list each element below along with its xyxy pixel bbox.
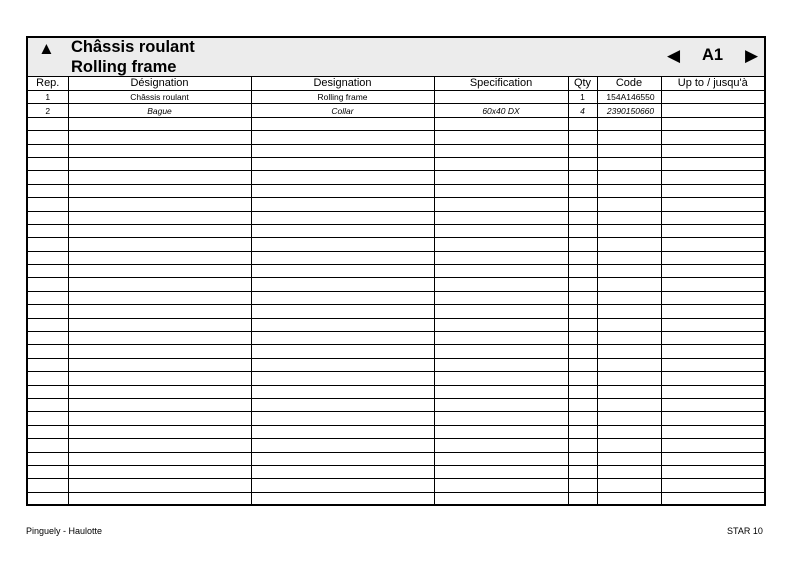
- cell-code: 2390150660: [597, 104, 661, 117]
- empty-cell: [251, 224, 434, 237]
- cell-up-to: [661, 104, 764, 117]
- empty-cell: [568, 452, 597, 465]
- empty-cell: [68, 425, 251, 438]
- empty-cell: [568, 291, 597, 304]
- empty-cell: [597, 131, 661, 144]
- empty-cell: [251, 398, 434, 411]
- empty-cell: [68, 345, 251, 358]
- empty-cell: [597, 305, 661, 318]
- empty-cell: [28, 479, 68, 492]
- empty-table-row: [28, 412, 764, 425]
- empty-cell: [661, 291, 764, 304]
- empty-cell: [251, 211, 434, 224]
- cell-qty: 1: [568, 91, 597, 104]
- table-header-row: [28, 77, 764, 91]
- empty-cell: [251, 439, 434, 452]
- empty-cell: [68, 318, 251, 331]
- empty-cell: [28, 211, 68, 224]
- previous-page-icon[interactable]: ◀: [667, 46, 681, 65]
- empty-cell: [568, 211, 597, 224]
- table-row: [28, 91, 764, 104]
- empty-cell: [434, 211, 568, 224]
- empty-cell: [568, 305, 597, 318]
- empty-cell: [28, 171, 68, 184]
- empty-table-row: [28, 211, 764, 224]
- empty-cell: [68, 385, 251, 398]
- empty-cell: [251, 452, 434, 465]
- empty-table-row: [28, 184, 764, 197]
- empty-cell: [28, 291, 68, 304]
- empty-cell: [251, 144, 434, 157]
- empty-cell: [68, 305, 251, 318]
- empty-cell: [434, 398, 568, 411]
- empty-cell: [68, 452, 251, 465]
- empty-cell: [434, 479, 568, 492]
- empty-cell: [661, 265, 764, 278]
- empty-cell: [28, 224, 68, 237]
- empty-cell: [68, 224, 251, 237]
- cell-rep: 1: [28, 91, 68, 104]
- empty-cell: [434, 224, 568, 237]
- empty-cell: [251, 131, 434, 144]
- empty-cell: [661, 157, 764, 170]
- empty-cell: [28, 265, 68, 278]
- empty-cell: [597, 251, 661, 264]
- empty-cell: [28, 358, 68, 371]
- empty-cell: [28, 345, 68, 358]
- empty-cell: [434, 265, 568, 278]
- up-arrow-icon[interactable]: ▲: [38, 39, 55, 58]
- column-header-up-to: Up to / jusqu'à: [661, 77, 764, 91]
- empty-cell: [661, 144, 764, 157]
- empty-cell: [661, 452, 764, 465]
- empty-cell: [251, 358, 434, 371]
- empty-cell: [434, 439, 568, 452]
- cell-designation-en: Collar: [251, 104, 434, 117]
- footer-model: STAR 10: [727, 526, 763, 536]
- empty-table-row: [28, 305, 764, 318]
- empty-table-row: [28, 492, 764, 505]
- empty-cell: [251, 251, 434, 264]
- empty-cell: [68, 439, 251, 452]
- empty-table-row: [28, 345, 764, 358]
- empty-cell: [568, 131, 597, 144]
- page-code: A1: [702, 46, 724, 64]
- empty-cell: [251, 345, 434, 358]
- empty-cell: [68, 465, 251, 478]
- empty-cell: [251, 465, 434, 478]
- empty-cell: [661, 131, 764, 144]
- empty-table-row: [28, 278, 764, 291]
- empty-cell: [661, 251, 764, 264]
- empty-table-row: [28, 131, 764, 144]
- empty-cell: [68, 265, 251, 278]
- empty-cell: [597, 385, 661, 398]
- empty-cell: [661, 305, 764, 318]
- empty-cell: [597, 198, 661, 211]
- empty-cell: [28, 332, 68, 345]
- empty-cell: [568, 479, 597, 492]
- empty-cell: [597, 238, 661, 251]
- cell-qty: 4: [568, 104, 597, 117]
- empty-table-row: [28, 171, 764, 184]
- cell-up-to: [661, 91, 764, 104]
- empty-cell: [28, 278, 68, 291]
- empty-cell: [251, 278, 434, 291]
- empty-table-row: [28, 358, 764, 371]
- table-row: [28, 104, 764, 117]
- empty-cell: [661, 318, 764, 331]
- empty-cell: [68, 398, 251, 411]
- empty-cell: [434, 251, 568, 264]
- empty-cell: [434, 412, 568, 425]
- empty-cell: [434, 425, 568, 438]
- empty-cell: [251, 184, 434, 197]
- empty-cell: [434, 198, 568, 211]
- column-header-code: Code: [597, 77, 661, 91]
- empty-cell: [68, 278, 251, 291]
- column-header-qty: Qty: [568, 77, 597, 91]
- empty-cell: [251, 385, 434, 398]
- empty-cell: [597, 479, 661, 492]
- empty-cell: [661, 238, 764, 251]
- empty-cell: [434, 131, 568, 144]
- empty-cell: [597, 358, 661, 371]
- empty-cell: [251, 238, 434, 251]
- empty-cell: [661, 184, 764, 197]
- empty-cell: [597, 398, 661, 411]
- cell-designation-fr: Châssis roulant: [68, 91, 251, 104]
- empty-cell: [28, 492, 68, 505]
- empty-cell: [661, 332, 764, 345]
- empty-cell: [597, 144, 661, 157]
- empty-cell: [661, 358, 764, 371]
- empty-cell: [568, 345, 597, 358]
- empty-cell: [28, 251, 68, 264]
- empty-table-row: [28, 144, 764, 157]
- empty-cell: [28, 372, 68, 385]
- cell-code: 154A146550: [597, 91, 661, 104]
- empty-cell: [28, 157, 68, 170]
- empty-cell: [68, 372, 251, 385]
- empty-cell: [597, 224, 661, 237]
- column-header-designation-en: Designation: [251, 77, 434, 91]
- empty-cell: [68, 184, 251, 197]
- empty-cell: [597, 425, 661, 438]
- empty-cell: [597, 345, 661, 358]
- empty-table-row: [28, 398, 764, 411]
- empty-cell: [568, 278, 597, 291]
- empty-cell: [661, 198, 764, 211]
- empty-cell: [661, 224, 764, 237]
- empty-cell: [568, 398, 597, 411]
- empty-cell: [568, 385, 597, 398]
- empty-table-row: [28, 372, 764, 385]
- parts-table: [28, 77, 764, 506]
- empty-cell: [568, 439, 597, 452]
- empty-cell: [251, 372, 434, 385]
- empty-cell: [568, 265, 597, 278]
- empty-cell: [661, 278, 764, 291]
- empty-cell: [434, 117, 568, 130]
- empty-cell: [251, 198, 434, 211]
- empty-cell: [28, 131, 68, 144]
- empty-table-row: [28, 224, 764, 237]
- empty-cell: [28, 398, 68, 411]
- empty-cell: [434, 332, 568, 345]
- cell-specification: 60x40 DX: [434, 104, 568, 117]
- cell-rep: 2: [28, 104, 68, 117]
- column-header-rep: Rep.: [28, 77, 68, 91]
- empty-cell: [68, 171, 251, 184]
- empty-table-row: [28, 479, 764, 492]
- empty-cell: [661, 398, 764, 411]
- empty-cell: [251, 492, 434, 505]
- empty-cell: [251, 291, 434, 304]
- empty-table-row: [28, 291, 764, 304]
- empty-cell: [434, 385, 568, 398]
- empty-cell: [68, 358, 251, 371]
- empty-cell: [28, 412, 68, 425]
- empty-cell: [597, 465, 661, 478]
- empty-cell: [434, 358, 568, 371]
- empty-table-row: [28, 251, 764, 264]
- empty-cell: [434, 465, 568, 478]
- empty-cell: [568, 318, 597, 331]
- empty-cell: [568, 251, 597, 264]
- empty-cell: [68, 144, 251, 157]
- empty-cell: [568, 332, 597, 345]
- empty-cell: [28, 439, 68, 452]
- empty-cell: [251, 332, 434, 345]
- empty-cell: [597, 412, 661, 425]
- empty-cell: [661, 117, 764, 130]
- empty-cell: [434, 372, 568, 385]
- empty-table-row: [28, 198, 764, 211]
- empty-cell: [434, 144, 568, 157]
- empty-cell: [434, 171, 568, 184]
- empty-cell: [568, 238, 597, 251]
- empty-cell: [661, 479, 764, 492]
- empty-cell: [68, 332, 251, 345]
- empty-cell: [434, 452, 568, 465]
- empty-cell: [661, 372, 764, 385]
- empty-table-row: [28, 332, 764, 345]
- empty-cell: [597, 157, 661, 170]
- empty-cell: [568, 198, 597, 211]
- empty-cell: [434, 291, 568, 304]
- cell-designation-fr: Bague: [68, 104, 251, 117]
- empty-cell: [68, 211, 251, 224]
- empty-table-row: [28, 425, 764, 438]
- empty-cell: [597, 171, 661, 184]
- empty-table-row: [28, 465, 764, 478]
- column-header-specification: Specification: [434, 77, 568, 91]
- column-header-designation-fr: Désignation: [68, 77, 251, 91]
- sheet-header: [28, 38, 764, 77]
- empty-cell: [597, 439, 661, 452]
- empty-table-row: [28, 452, 764, 465]
- empty-table-row: [28, 385, 764, 398]
- empty-cell: [597, 318, 661, 331]
- empty-cell: [68, 157, 251, 170]
- empty-cell: [568, 492, 597, 505]
- empty-cell: [661, 465, 764, 478]
- empty-cell: [68, 238, 251, 251]
- empty-table-row: [28, 238, 764, 251]
- empty-cell: [568, 117, 597, 130]
- empty-cell: [597, 184, 661, 197]
- empty-cell: [28, 318, 68, 331]
- empty-cell: [434, 345, 568, 358]
- cell-designation-en: Rolling frame: [251, 91, 434, 104]
- empty-cell: [434, 184, 568, 197]
- empty-cell: [597, 372, 661, 385]
- empty-cell: [28, 117, 68, 130]
- empty-cell: [251, 479, 434, 492]
- empty-cell: [568, 425, 597, 438]
- empty-cell: [28, 425, 68, 438]
- empty-cell: [434, 318, 568, 331]
- empty-cell: [597, 265, 661, 278]
- empty-cell: [28, 305, 68, 318]
- empty-cell: [597, 278, 661, 291]
- empty-cell: [251, 305, 434, 318]
- empty-cell: [251, 412, 434, 425]
- empty-cell: [251, 425, 434, 438]
- empty-cell: [568, 157, 597, 170]
- empty-cell: [568, 224, 597, 237]
- empty-cell: [597, 452, 661, 465]
- empty-cell: [568, 144, 597, 157]
- empty-cell: [251, 265, 434, 278]
- empty-cell: [661, 211, 764, 224]
- empty-table-row: [28, 265, 764, 278]
- title-french: Châssis roulant: [71, 38, 195, 56]
- empty-cell: [597, 117, 661, 130]
- empty-cell: [434, 238, 568, 251]
- empty-cell: [28, 198, 68, 211]
- empty-cell: [661, 439, 764, 452]
- empty-cell: [661, 171, 764, 184]
- empty-cell: [661, 385, 764, 398]
- empty-cell: [28, 465, 68, 478]
- empty-cell: [568, 184, 597, 197]
- empty-cell: [434, 305, 568, 318]
- empty-cell: [597, 332, 661, 345]
- empty-cell: [28, 184, 68, 197]
- empty-cell: [28, 385, 68, 398]
- empty-cell: [568, 358, 597, 371]
- empty-cell: [597, 211, 661, 224]
- parts-sheet: [26, 36, 766, 506]
- next-page-icon[interactable]: ▶: [745, 46, 759, 65]
- empty-cell: [68, 412, 251, 425]
- empty-cell: [434, 492, 568, 505]
- empty-cell: [68, 198, 251, 211]
- empty-cell: [568, 465, 597, 478]
- empty-cell: [597, 291, 661, 304]
- empty-cell: [68, 117, 251, 130]
- empty-cell: [251, 171, 434, 184]
- title-english: Rolling frame: [71, 58, 177, 76]
- empty-cell: [28, 144, 68, 157]
- empty-cell: [68, 492, 251, 505]
- empty-cell: [434, 157, 568, 170]
- empty-cell: [597, 492, 661, 505]
- empty-cell: [28, 238, 68, 251]
- empty-cell: [434, 278, 568, 291]
- empty-cell: [68, 479, 251, 492]
- empty-table-row: [28, 157, 764, 170]
- cell-specification: [434, 91, 568, 104]
- empty-cell: [68, 291, 251, 304]
- empty-cell: [568, 412, 597, 425]
- empty-cell: [28, 452, 68, 465]
- empty-cell: [661, 425, 764, 438]
- empty-cell: [68, 251, 251, 264]
- empty-cell: [661, 492, 764, 505]
- empty-cell: [661, 345, 764, 358]
- empty-table-row: [28, 318, 764, 331]
- empty-cell: [661, 412, 764, 425]
- footer-company: Pinguely - Haulotte: [26, 526, 103, 536]
- empty-cell: [568, 372, 597, 385]
- empty-cell: [251, 117, 434, 130]
- empty-table-row: [28, 439, 764, 452]
- empty-cell: [251, 318, 434, 331]
- empty-cell: [68, 131, 251, 144]
- empty-table-row: [28, 117, 764, 130]
- empty-cell: [568, 171, 597, 184]
- empty-cell: [251, 157, 434, 170]
